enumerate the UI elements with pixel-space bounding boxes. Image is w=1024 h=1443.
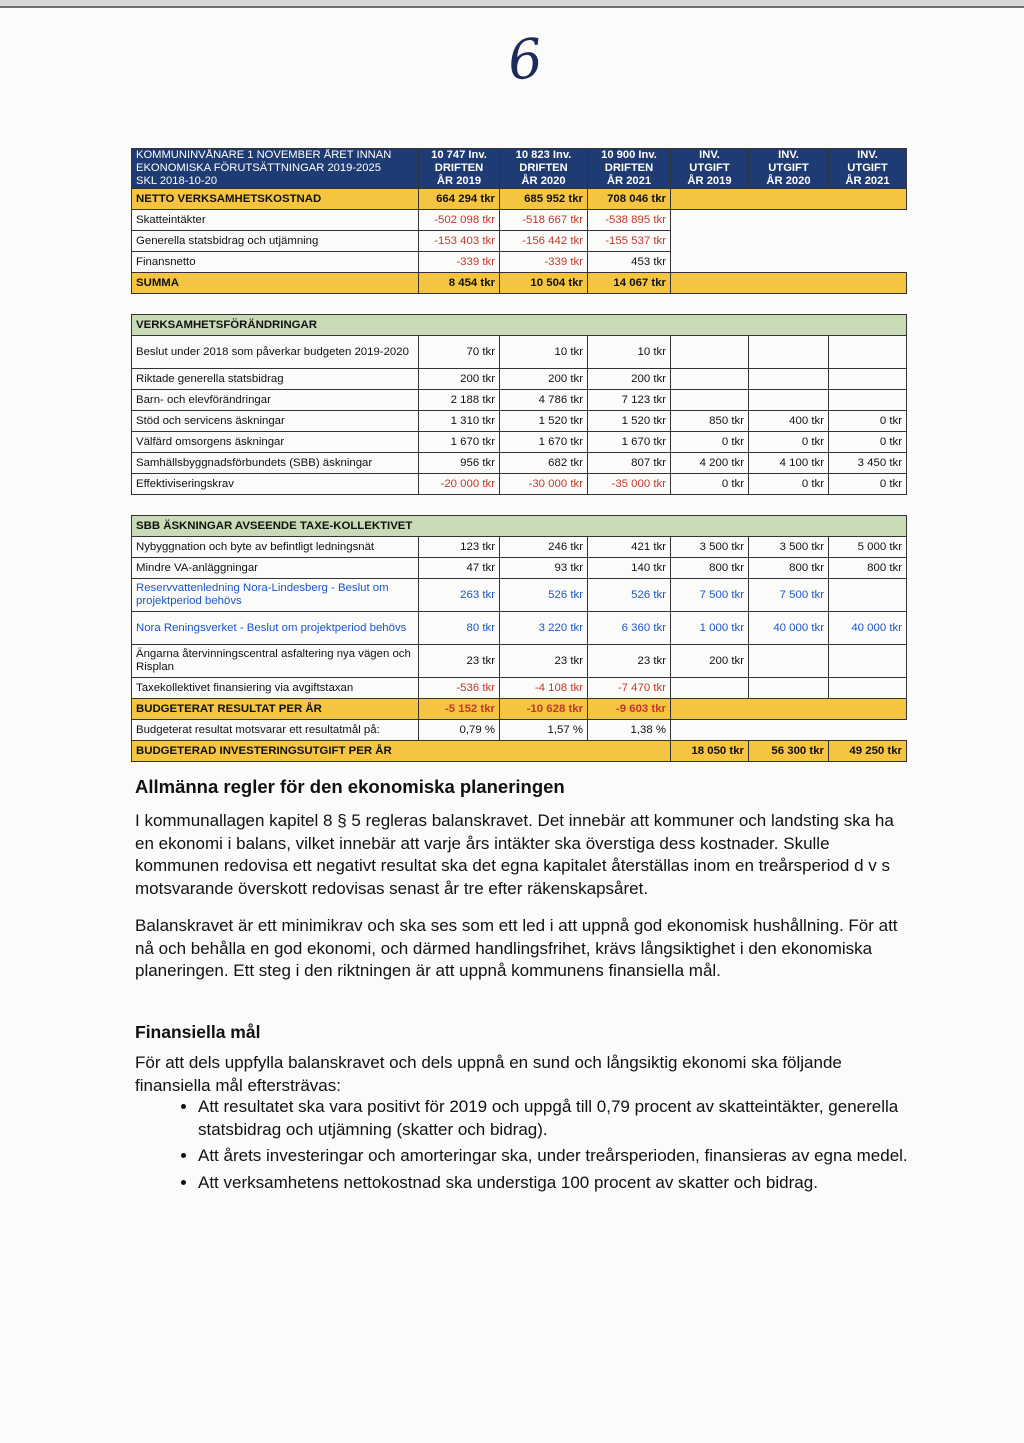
table-row: Nora Reningsverket - Beslut om projektperiod behövs 80 tkr 3 220 tkr 6 360 tkr 1 000 tkr 40 000 tkr 40 000 tkr: [132, 612, 907, 645]
header-col-inv-2020: INV. UTGIFT ÅR 2020: [749, 149, 829, 189]
table-row: Nybyggnation och byte av befintligt ledningsnät 123 tkr 246 tkr 421 tkr 3 500 tkr 3 500 tkr 5 000 tkr: [132, 537, 907, 558]
table-row: Välfärd omsorgens äskningar 1 670 tkr 1 670 tkr 1 670 tkr 0 tkr 0 tkr 0 tkr: [132, 432, 907, 453]
section-title: Allmänna regler för den ekonomiska planeringen: [135, 776, 565, 797]
summa-row: SUMMA 8 454 tkr 10 504 tkr 14 067 tkr: [132, 273, 907, 294]
skatt-row: Skatteintäkter -502 098 tkr -518 667 tkr -538 895 tkr: [132, 210, 907, 231]
table-row: Effektiviseringskrav -20 000 tkr -30 000 tkr -35 000 tkr 0 tkr 0 tkr 0 tkr: [132, 474, 907, 495]
budget-table: [131, 148, 907, 762]
header-col-inv-2019: INV. UTGIFT ÅR 2019: [671, 149, 749, 189]
table-row: Mindre VA-anläggningar 47 tkr 93 tkr 140 tkr 800 tkr 800 tkr 800 tkr: [132, 558, 907, 579]
header-col-drift-2021: 10 900 Inv. DRIFTEN ÅR 2021: [588, 149, 671, 189]
paragraph-balanskrav: I kommunallagen kapitel 8 § 5 regleras balanskravet. Det innebär att kommuner och landsting ska ha en ekonomi i balans, vilket innebär att varje års intäkter ska överstiga dess kostnader. Skulle kommunen redovisa ett negativt resultat ska det egna kapitalet återställas inom en treårsperiod d v s motsvarande överskott redovisas senast år tre efter räkenskapsåret.: [135, 811, 894, 898]
table-row: Barn- och elevförändringar 2 188 tkr 4 786 tkr 7 123 tkr: [132, 390, 907, 411]
handwritten-page-number: 6: [504, 26, 546, 93]
table-row: Samhällsbyggnadsförbundets (SBB) äskningar 956 tkr 682 tkr 807 tkr 4 200 tkr 4 100 tkr 3 450 tkr: [132, 453, 907, 474]
header-label: KOMMUNINVÅNARE 1 NOVEMBER ÅRET INNAN EKONOMISKA FÖRUTSÄTTNINGAR 2019-2025 SKL 2018-10-20: [132, 149, 419, 189]
table-row: Beslut under 2018 som påverkar budgeten 2019-2020 70 tkr 10 tkr 10 tkr: [132, 336, 907, 369]
scan-edge: [0, 0, 1024, 8]
investment-row: BUDGETERAD INVESTERINGSUTGIFT PER ÅR 18 050 tkr 56 300 tkr 49 250 tkr: [132, 741, 907, 762]
statsbidrag-row: Generella statsbidrag och utjämning -153 403 tkr -156 442 tkr -155 537 tkr: [132, 231, 907, 252]
subsection-title: Finansiella mål: [135, 1022, 261, 1042]
paragraph-intro-goals: För att dels uppfylla balanskravet och dels uppnå en sund och långsiktig ekonomi ska följande finansiella mål eftersträvas:: [135, 1053, 842, 1095]
table-row: Taxekollektivet finansiering via avgiftstaxan -536 tkr -4 108 tkr -7 470 tkr: [132, 678, 907, 699]
budget-target-row: Budgeterat resultat motsvarar ett resultatmål på: 0,79 % 1,57 % 1,38 %: [132, 720, 907, 741]
table-row: Reservvattenledning Nora-Lindesberg - Beslut om projektperiod behövs 263 tkr 526 tkr 526 tkr 7 500 tkr 7 500 tkr: [132, 579, 907, 612]
budget-result-row: BUDGETERAT RESULTAT PER ÅR -5 152 tkr -10 628 tkr -9 603 tkr: [132, 699, 907, 720]
paragraph-hushallning: Balanskravet är ett minimikrav och ska ses som ett led i att uppnå god ekonomisk hushållning. För att nå och behålla en god ekonomi, och därmed handlingsfrihet, krävs långsiktighet i den ekonomiska planeringen. Ett steg i den riktningen är att uppnå kommunens finansiella mål.: [135, 916, 898, 980]
list-item: • Att årets investeringar och amorteringar ska, under treårsperioden, finansieras av egna medel.: [198, 1145, 938, 1168]
list-item: • Att verksamhetens nettokostnad ska understiga 100 procent av skatter och bidrag.: [198, 1172, 938, 1195]
header-row: [132, 149, 907, 189]
list-item: • Att resultatet ska vara positivt för 2019 och uppgå till 0,79 procent av skatteintäkter, generella statsbidrag och utjämning (skatter och bidrag).: [198, 1096, 938, 1141]
table-row: Ängarna återvinningscentral asfaltering nya vägen och Risplan 23 tkr 23 tkr 23 tkr 200 tkr: [132, 645, 907, 678]
verksamhet-header-row: VERKSAMHETSFÖRÄNDRINGAR: [132, 315, 907, 336]
netto-row: NETTO VERKSAMHETSKOSTNAD 664 294 tkr 685 952 tkr 708 046 tkr: [132, 189, 907, 210]
table-row: Stöd och servicens äskningar 1 310 tkr 1 520 tkr 1 520 tkr 850 tkr 400 tkr 0 tkr: [132, 411, 907, 432]
finansnetto-row: Finansnetto -339 tkr -339 tkr 453 tkr: [132, 252, 907, 273]
financial-goals-list: [160, 1096, 938, 1198]
header-col-drift-2020: 10 823 Inv. DRIFTEN ÅR 2020: [500, 149, 588, 189]
header-col-drift-2019: 10 747 Inv. DRIFTEN ÅR 2019: [419, 149, 500, 189]
table-row: Riktade generella statsbidrag 200 tkr 200 tkr 200 tkr: [132, 369, 907, 390]
sbb-header-row: SBB ÄSKNINGAR AVSEENDE TAXE-KOLLEKTIVET: [132, 516, 907, 537]
header-col-inv-2021: INV. UTGIFT ÅR 2021: [829, 149, 907, 189]
